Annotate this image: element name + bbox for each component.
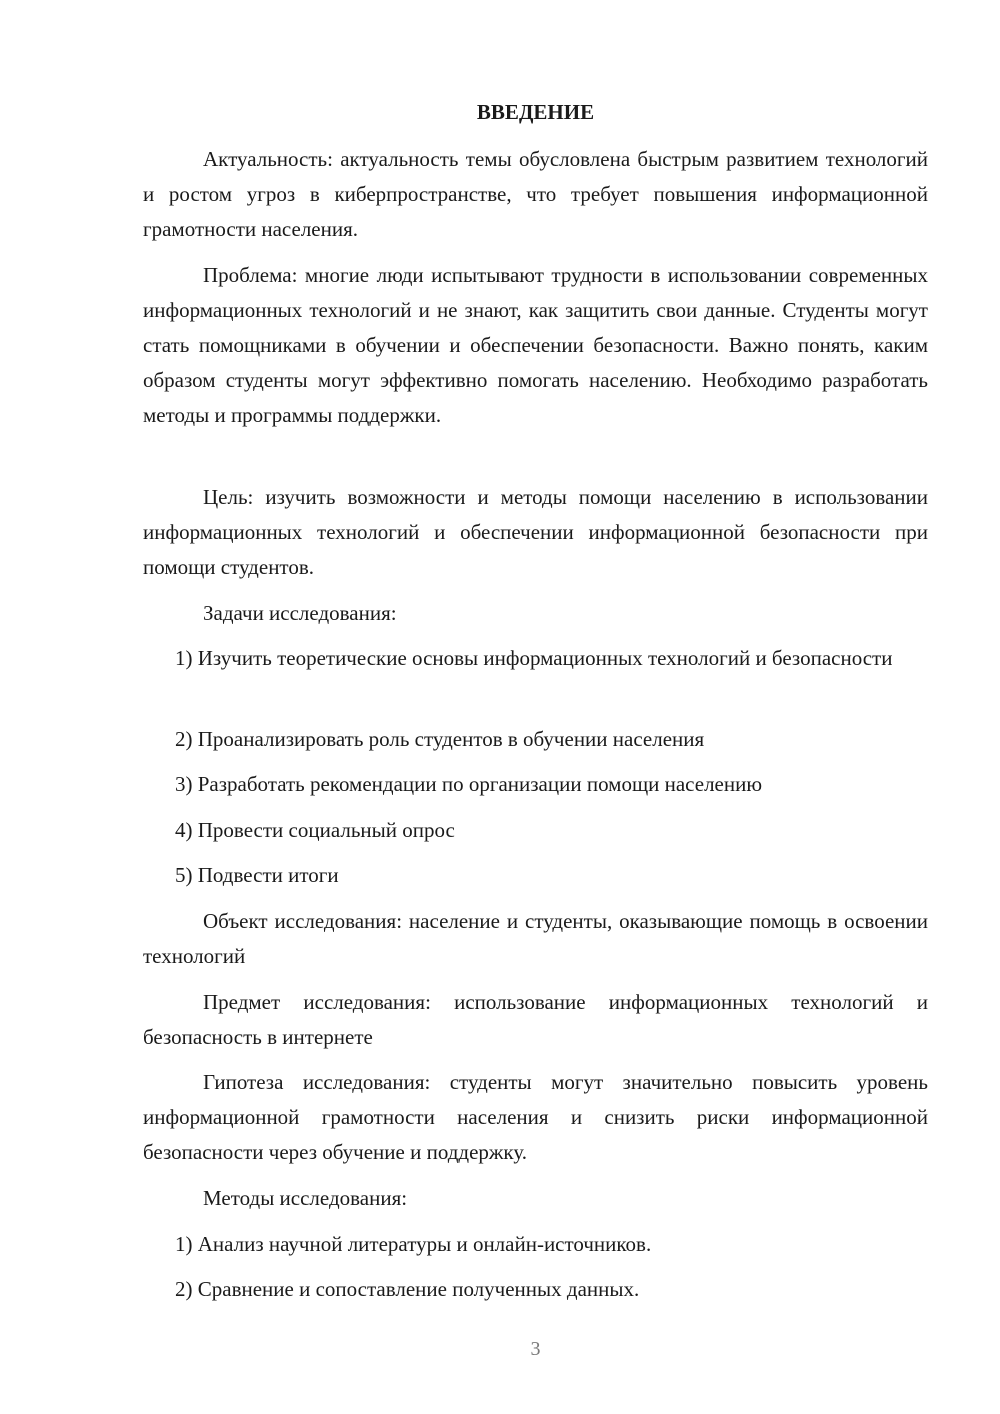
paragraph-tasks-heading: Задачи исследования: <box>203 601 397 625</box>
page-number: 3 <box>530 1338 541 1360</box>
list-item-task-2: 2) Проанализировать роль студентов в обучении населения <box>175 727 705 751</box>
list-item-task-3: 3) Разработать рекомендации по организации помощи населению <box>175 772 763 796</box>
paragraph-subject: Предмет исследования: использование информационных технологий и безопасность в интернете <box>143 990 928 1049</box>
paragraph-methods-heading: Методы исследования: <box>203 1186 408 1210</box>
list-item-task-5: 5) Подвести итоги <box>175 863 339 887</box>
list-item-task-1: 1) Изучить теоретические основы информационных технологий и безопасности <box>175 646 893 670</box>
paragraph-hypothesis: Гипотеза исследования: студенты могут значительно повысить уровень информационной грамотности населения и снизить риски информационной безопасности через обучение и поддержку. <box>143 1070 928 1164</box>
list-item-method-2: 2) Сравнение и сопоставление полученных данных. <box>175 1277 640 1301</box>
document-page <box>143 0 928 1414</box>
section-title: ВВЕДЕНИЕ <box>476 100 595 124</box>
list-item-method-1: 1) Анализ научной литературы и онлайн-источников. <box>175 1232 652 1256</box>
paragraph-object: Объект исследования: население и студенты, оказывающие помощь в освоении технологий <box>143 909 928 968</box>
paragraph-goal: Цель: изучить возможности и методы помощи населению в использовании информационных технологий и обеспечении информационной безопасности при помощи студентов. <box>143 485 928 579</box>
paragraph-relevance: Актуальность: актуальность темы обусловлена быстрым развитием технологий и ростом угроз в киберпространстве, что требует повышения информационной грамотности населения. <box>143 147 928 241</box>
list-item-task-4: 4) Провести социальный опрос <box>175 818 455 842</box>
paragraph-problem: Проблема: многие люди испытывают трудности в использовании современных информационных технологий и не знают, как защитить свои данные. Студенты могут стать помощниками в обучении и обеспечении безопасности. Важно понять, каким образом студенты могут эффективно помогать населению. Необходимо разработать методы и программы поддержки. <box>143 263 928 427</box>
